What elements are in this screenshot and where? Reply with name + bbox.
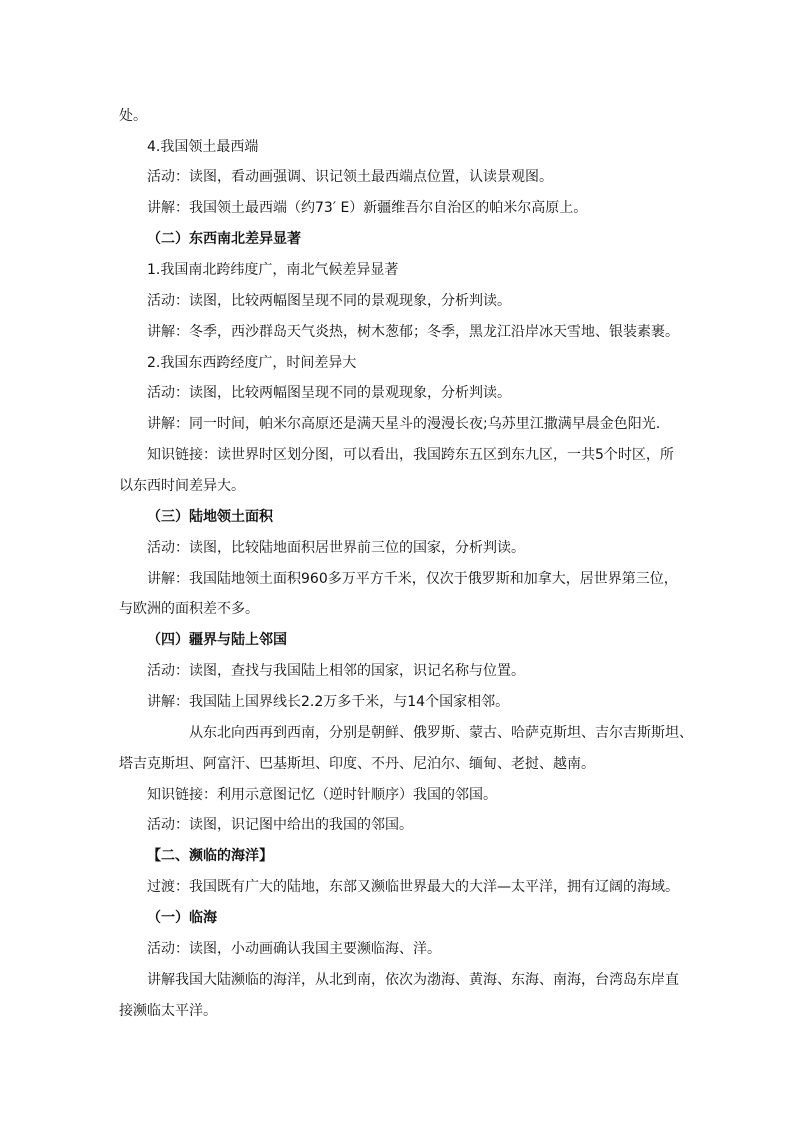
- text-line: 讲解：我国陆地领土面积960多万平方千米，仅次于俄罗斯和加拿大，居世界第三位，: [147, 571, 678, 587]
- text-line: 活动：读图，识记图中给出的我国的邻国。: [147, 817, 413, 833]
- section-heading: （二）东西南北差异显著: [147, 231, 301, 247]
- text-line: 从东北向西再到西南，分别是朝鲜、俄罗斯、蒙古、哈萨克斯坦、吉尔吉斯斯坦、: [189, 725, 693, 741]
- item-heading: 4.我国领土最西端: [147, 139, 259, 155]
- text-line: 活动：读图，看动画强调、识记领土最西端点位置，认读景观图。: [147, 169, 553, 185]
- section-heading: （三）陆地领土面积: [147, 509, 273, 525]
- text-line: 活动：读图，小动画确认我国主要濒临海、洋。: [147, 941, 441, 957]
- text-line: 过渡：我国既有广大的陆地，东部又濒临世界最大的大洋—太平洋，拥有辽阔的海域。: [147, 879, 679, 895]
- text-line: 塔吉克斯坦、阿富汗、巴基斯坦、印度、不丹、尼泊尔、缅甸、老挝、越南。: [119, 756, 595, 772]
- text-line: 讲解：冬季，西沙群岛天气炎热，树木葱郁；冬季，黑龙江沿岸冰天雪地、银装素裹。: [147, 324, 679, 340]
- item-heading: 1.我国南北跨纬度广，南北气候差异显著: [147, 262, 399, 278]
- text-line: 知识链接：利用示意图记忆（逆时针顺序）我国的邻国。: [147, 787, 497, 803]
- text-line: 处。: [119, 108, 147, 124]
- item-heading: 2.我国东西跨经度广，时间差异大: [147, 355, 357, 371]
- text-line: 知识链接：读世界时区划分图，可以看出，我国跨东五区到东九区，一共5个时区，所: [147, 447, 674, 463]
- text-line: 讲解：同一时间，帕米尔高原还是满天星斗的漫漫长夜;乌苏里江撒满早晨金色阳光.: [147, 416, 661, 432]
- section-heading: （四）疆界与陆上邻国: [147, 632, 287, 648]
- section-heading: （一）临海: [147, 910, 217, 926]
- text-line: 讲解：我国陆上国界线长2.2万多千米，与14个国家相邻。: [147, 694, 510, 710]
- text-line: 接濒临太平洋。: [119, 1003, 217, 1019]
- text-line: 与欧洲的面积差不多。: [119, 601, 259, 617]
- text-line: 讲解：我国领土最西端（约73′ E）新疆维吾尔自治区的帕米尔高原上。: [147, 200, 588, 216]
- text-line: 讲解我国大陆濒临的海洋，从北到南，依次为渤海、黄海、东海、南海，台湾岛东岸直: [147, 972, 679, 988]
- text-line: 活动：读图，查找与我国陆上相邻的国家，识记名称与位置。: [147, 663, 525, 679]
- text-line: 以东西时间差异大。: [119, 478, 245, 494]
- section-heading: 【二、濒临的海洋】: [147, 848, 273, 864]
- text-line: 活动：读图，比较陆地面积居世界前三位的国家，分析判读。: [147, 540, 525, 556]
- text-line: 活动：读图，比较两幅图呈现不同的景观现象，分析判读。: [147, 385, 511, 401]
- text-line: 活动：读图，比较两幅图呈现不同的景观现象，分析判读。: [147, 293, 511, 309]
